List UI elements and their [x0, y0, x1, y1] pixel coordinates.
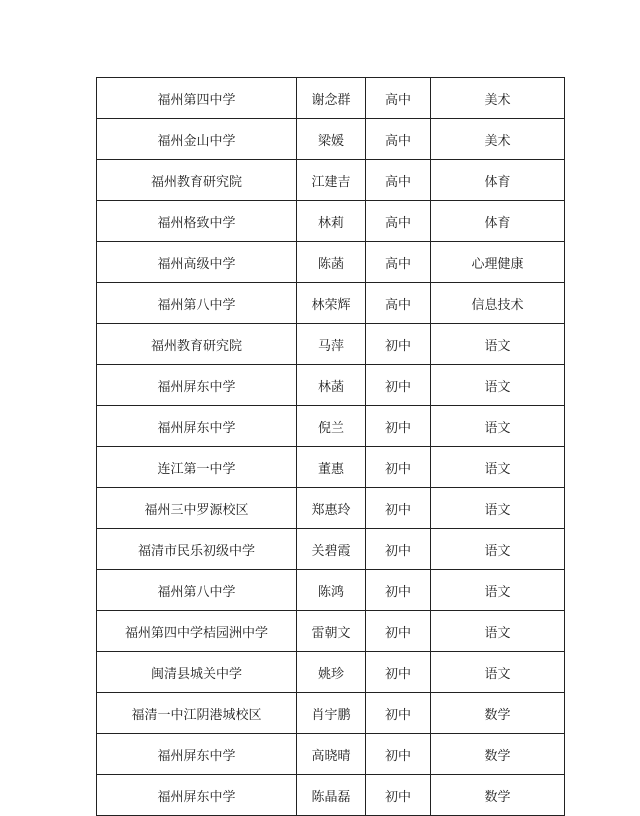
school-level-cell: 高中: [366, 283, 431, 324]
teacher-name-cell: 高晓晴: [297, 734, 366, 775]
teacher-name-cell: 肖宇鹏: [297, 693, 366, 734]
school-cell: 福州格致中学: [97, 201, 297, 242]
school-level-cell: 高中: [366, 160, 431, 201]
teacher-roster-table: [96, 77, 565, 816]
subject-cell: 语文: [431, 652, 565, 693]
subject-cell: 语文: [431, 611, 565, 652]
teacher-name-cell: 陈晶磊: [297, 775, 366, 816]
table-row: [97, 570, 565, 611]
table-row: [97, 160, 565, 201]
school-level-cell: 高中: [366, 119, 431, 160]
table-row: [97, 242, 565, 283]
teacher-name-cell: 林莉: [297, 201, 366, 242]
school-level-cell: 初中: [366, 488, 431, 529]
teacher-name-cell: 江建吉: [297, 160, 366, 201]
subject-cell: 美术: [431, 78, 565, 119]
school-cell: 福清一中江阴港城校区: [97, 693, 297, 734]
school-level-cell: 初中: [366, 365, 431, 406]
school-level-cell: 初中: [366, 775, 431, 816]
school-level-cell: 初中: [366, 652, 431, 693]
teacher-name-cell: 关碧霞: [297, 529, 366, 570]
school-cell: 福州屏东中学: [97, 734, 297, 775]
table-row: [97, 652, 565, 693]
teacher-name-cell: 谢念群: [297, 78, 366, 119]
school-cell: 福州第四中学桔园洲中学: [97, 611, 297, 652]
subject-cell: 语文: [431, 488, 565, 529]
school-level-cell: 初中: [366, 611, 431, 652]
teacher-name-cell: 马萍: [297, 324, 366, 365]
school-cell: 福州屏东中学: [97, 775, 297, 816]
table-row: [97, 406, 565, 447]
school-cell: 福州教育研究院: [97, 160, 297, 201]
school-cell: 闽清县城关中学: [97, 652, 297, 693]
table-row: [97, 447, 565, 488]
school-level-cell: 高中: [366, 201, 431, 242]
teacher-name-cell: 陈鸿: [297, 570, 366, 611]
school-cell: 福州屏东中学: [97, 365, 297, 406]
subject-cell: 美术: [431, 119, 565, 160]
table-row: [97, 488, 565, 529]
school-level-cell: 高中: [366, 242, 431, 283]
school-cell: 福州教育研究院: [97, 324, 297, 365]
subject-cell: 语文: [431, 324, 565, 365]
table-row: [97, 734, 565, 775]
teacher-name-cell: 姚珍: [297, 652, 366, 693]
school-level-cell: 初中: [366, 406, 431, 447]
roster-table-container: [96, 77, 564, 816]
school-cell: 福清市民乐初级中学: [97, 529, 297, 570]
subject-cell: 语文: [431, 365, 565, 406]
teacher-name-cell: 梁媛: [297, 119, 366, 160]
teacher-name-cell: 林菡: [297, 365, 366, 406]
table-row: [97, 611, 565, 652]
table-row: [97, 119, 565, 160]
teacher-name-cell: 董惠: [297, 447, 366, 488]
roster-table-body: [97, 78, 565, 816]
subject-cell: 数学: [431, 775, 565, 816]
school-cell: 福州三中罗源校区: [97, 488, 297, 529]
school-cell: 福州第八中学: [97, 570, 297, 611]
table-row: [97, 201, 565, 242]
table-row: [97, 324, 565, 365]
subject-cell: 语文: [431, 447, 565, 488]
school-cell: 福州屏东中学: [97, 406, 297, 447]
table-row: [97, 283, 565, 324]
subject-cell: 语文: [431, 406, 565, 447]
school-cell: 连江第一中学: [97, 447, 297, 488]
subject-cell: 体育: [431, 160, 565, 201]
school-cell: 福州金山中学: [97, 119, 297, 160]
subject-cell: 数学: [431, 693, 565, 734]
table-row: [97, 775, 565, 816]
subject-cell: 体育: [431, 201, 565, 242]
school-cell: 福州第八中学: [97, 283, 297, 324]
table-row: [97, 365, 565, 406]
subject-cell: 数学: [431, 734, 565, 775]
school-level-cell: 初中: [366, 570, 431, 611]
school-level-cell: 初中: [366, 529, 431, 570]
subject-cell: 信息技术: [431, 283, 565, 324]
table-row: [97, 529, 565, 570]
subject-cell: 语文: [431, 529, 565, 570]
school-level-cell: 初中: [366, 693, 431, 734]
school-cell: 福州高级中学: [97, 242, 297, 283]
school-level-cell: 初中: [366, 324, 431, 365]
school-cell: 福州第四中学: [97, 78, 297, 119]
school-level-cell: 初中: [366, 734, 431, 775]
school-level-cell: 初中: [366, 447, 431, 488]
teacher-name-cell: 雷朝文: [297, 611, 366, 652]
subject-cell: 语文: [431, 570, 565, 611]
table-row: [97, 78, 565, 119]
teacher-name-cell: 倪兰: [297, 406, 366, 447]
teacher-name-cell: 林荣辉: [297, 283, 366, 324]
teacher-name-cell: 陈菡: [297, 242, 366, 283]
teacher-name-cell: 郑惠玲: [297, 488, 366, 529]
subject-cell: 心理健康: [431, 242, 565, 283]
table-row: [97, 693, 565, 734]
school-level-cell: 高中: [366, 78, 431, 119]
